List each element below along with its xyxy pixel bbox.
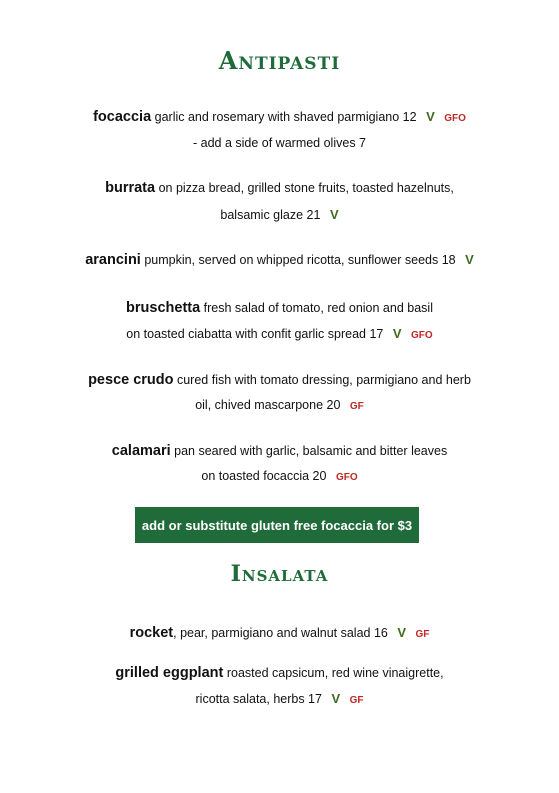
vegetarian-badge: V bbox=[397, 625, 407, 640]
dish-name: burrata bbox=[105, 180, 156, 196]
dish-description: on toasted ciabatta with confit garlic spread 17 bbox=[126, 327, 384, 341]
menu-item-calamari-line2 bbox=[0, 469, 559, 483]
menu-item-note bbox=[0, 136, 559, 150]
vegetarian-badge: V bbox=[329, 207, 339, 222]
vegetarian-badge: V bbox=[465, 252, 474, 267]
gluten-free-badge: GF bbox=[349, 695, 364, 706]
menu-item-burrata-line2 bbox=[0, 207, 559, 222]
dish-name: rocket bbox=[129, 625, 174, 641]
menu-item-grilled-eggplant bbox=[0, 665, 559, 681]
menu-item-pesce-crudo-line2 bbox=[0, 398, 559, 412]
gluten-free-option-badge: GFO bbox=[444, 113, 466, 124]
vegetarian-badge: V bbox=[331, 691, 341, 706]
vegetarian-badge: V bbox=[392, 326, 402, 341]
antipasti-heading: Antipasti bbox=[218, 46, 341, 75]
vegetarian-badge: V bbox=[426, 109, 435, 124]
menu-item-burrata bbox=[0, 180, 559, 196]
menu-item-rocket bbox=[0, 625, 559, 641]
dish-name: calamari bbox=[111, 443, 171, 459]
gluten-free-option-badge: GFO bbox=[335, 472, 358, 483]
dish-description: on pizza bread, grilled stone fruits, toasted hazelnuts, bbox=[158, 181, 454, 195]
dish-description: pan seared with garlic, balsamic and bitter leaves bbox=[174, 444, 448, 458]
menu-item-pesce-crudo bbox=[0, 372, 559, 388]
dish-description: garlic and rosemary with shaved parmigiano 12 bbox=[154, 110, 417, 124]
dish-name: bruschetta bbox=[126, 300, 201, 316]
dish-description: , pear, parmigiano and walnut salad 16 bbox=[173, 626, 388, 640]
dish-description: cured fish with tomato dressing, parmigiano and herb bbox=[176, 373, 471, 387]
gluten-free-focaccia-banner: add or substitute gluten free focaccia for $3 bbox=[135, 507, 419, 543]
menu-item-bruschetta-line2 bbox=[0, 326, 559, 341]
menu-item-grilled-eggplant-line2 bbox=[0, 691, 559, 706]
dish-note: - add a side of warmed olives 7 bbox=[192, 136, 366, 150]
dish-description: fresh salad of tomato, red onion and basil bbox=[203, 301, 433, 315]
dish-description: pumpkin, served on whipped ricotta, sunflower seeds 18 bbox=[144, 253, 456, 267]
dish-description: balsamic glaze 21 bbox=[220, 208, 321, 222]
menu-item-arancini bbox=[0, 252, 559, 268]
dish-description: oil, chived mascarpone 20 bbox=[195, 398, 341, 412]
dish-description: ricotta salata, herbs 17 bbox=[195, 692, 322, 706]
dish-description: roasted capsicum, red wine vinaigrette, bbox=[226, 666, 444, 680]
gluten-free-option-badge: GFO bbox=[411, 330, 433, 341]
dish-name: pesce crudo bbox=[88, 372, 174, 388]
menu-item-bruschetta bbox=[0, 300, 559, 316]
dish-description: on toasted focaccia 20 bbox=[201, 469, 327, 483]
dish-name: grilled eggplant bbox=[115, 665, 224, 681]
dish-name: focaccia bbox=[93, 109, 152, 125]
menu-item-focaccia bbox=[0, 109, 559, 125]
insalata-heading: Insalata bbox=[230, 561, 329, 587]
dish-name: arancini bbox=[85, 252, 141, 268]
gluten-free-badge: GF bbox=[415, 629, 430, 640]
gluten-free-badge: GF bbox=[349, 401, 364, 412]
menu-item-calamari bbox=[0, 443, 559, 459]
